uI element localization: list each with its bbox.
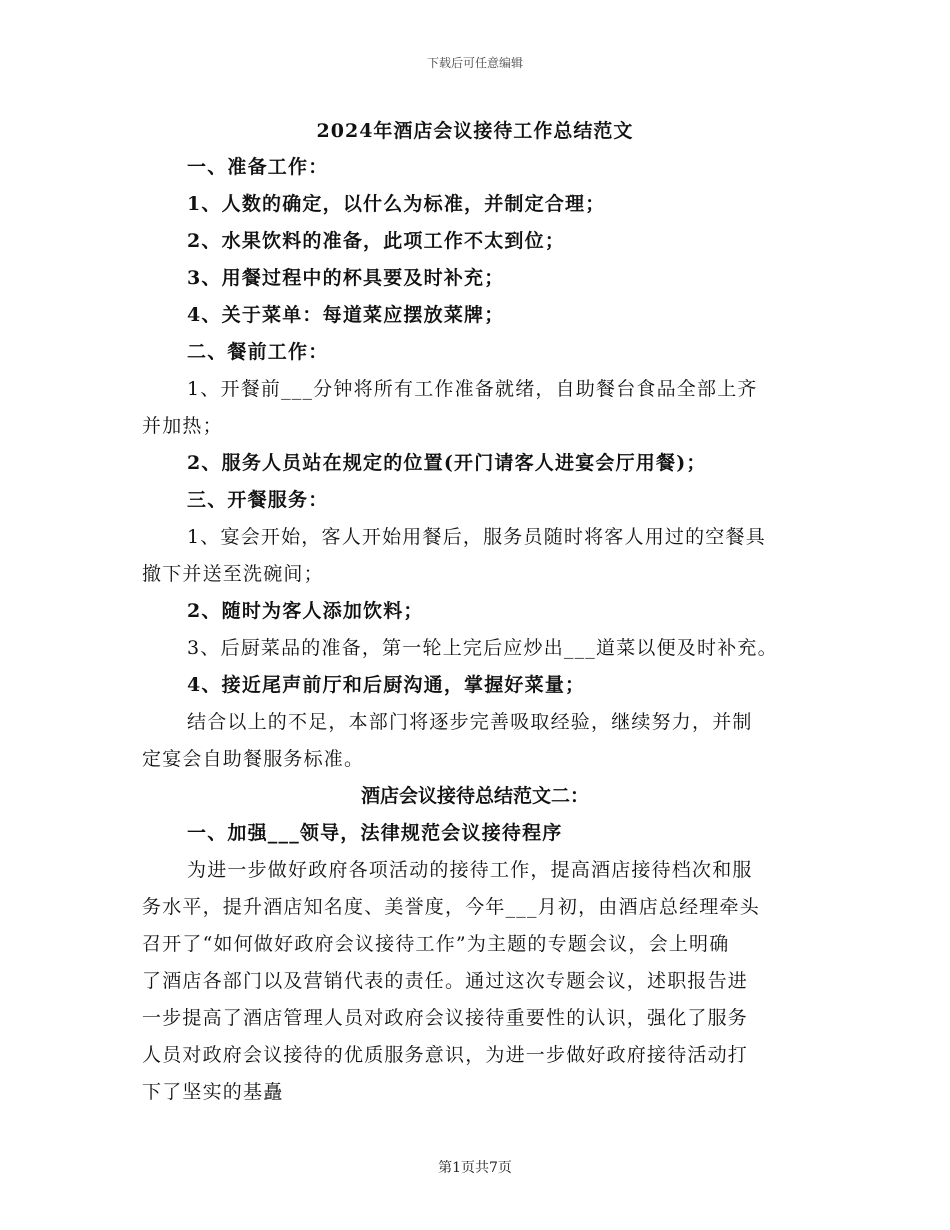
paragraph-line: 召开了“如何做好政府会议接待工作”为主题的专题会议，会上明确 (142, 933, 730, 955)
paragraph-line: 务水平，提升酒店知名度、美誉度，今年___月初，由酒店总经理牵头 (142, 896, 760, 918)
list-item: 3、用餐过程中的杯具要及时补充； (187, 267, 505, 289)
section-heading: 三、开餐服务： (187, 489, 329, 511)
list-item: 4、接近尾声前厅和后厨沟通，掌握好菜量； (187, 674, 586, 696)
section-heading: 一、加强___领导，法律规范会议接待程序 (187, 822, 563, 844)
section-subtitle: 酒店会议接待总结范文二： (360, 785, 589, 807)
document-title: 2024年酒店会议接待工作总结范文 (316, 120, 634, 142)
list-item: 2、服务人员站在规定的位置(开门请客人进宴会厅用餐)； (187, 452, 707, 474)
section-heading: 一、准备工作： (187, 156, 329, 178)
paragraph-line: 一步提高了酒店管理人员对政府会议接待重要性的认识，强化了服务 (142, 1007, 749, 1029)
paragraph-line: 并加热； (142, 415, 223, 437)
section-heading: 二、餐前工作： (187, 341, 329, 363)
list-item: 2、水果饮料的准备，此项工作不太到位； (187, 230, 566, 252)
paragraph-line: 为进一步做好政府各项活动的接待工作，提高酒店接待档次和服 (187, 859, 753, 881)
paragraph-line: 1、开餐前___分钟将所有工作准备就绪，自助餐台食品全部上齐 (187, 378, 758, 400)
paragraph-line: 1、宴会开始，客人开始用餐后，服务员随时将客人用过的空餐具 (187, 526, 766, 548)
paragraph-line: 下了坚实的基矗 (142, 1081, 284, 1103)
paragraph-line: 结合以上的不足，本部门将逐步完善吸取经验，继续努力，并制 (187, 711, 753, 733)
page-footer: 第1页共7页 (438, 1160, 512, 1176)
list-item: 2、随时为客人添加饮料； (187, 600, 424, 622)
paragraph-line: 人员对政府会议接待的优质服务意识，为进一步做好政府接待活动打 (142, 1044, 749, 1066)
paragraph-line: 撤下并送至洗碗间； (142, 563, 324, 585)
list-item: 4、关于菜单：每道菜应摆放菜牌； (187, 304, 505, 326)
paragraph-line: 3、后厨菜品的准备，第一轮上完后应炒出___道菜以便及时补充。 (187, 637, 778, 659)
page-header: 下载后可任意编辑 (426, 56, 523, 70)
list-item: 1、人数的确定，以什么为标准，并制定合理； (187, 193, 606, 215)
paragraph-line: 定宴会自助餐服务标准。 (142, 748, 365, 770)
paragraph-line: 了酒店各部门以及营销代表的责任。通过这次专题会议，述职报告进 (142, 970, 749, 992)
